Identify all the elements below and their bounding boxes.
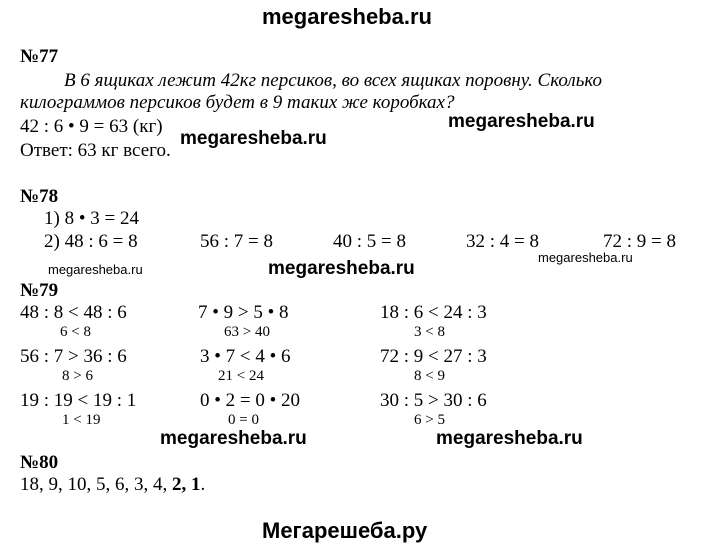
watermark-footer: Мегарешеба.ру	[262, 518, 428, 543]
task-78-step2-item: 56 : 7 = 8	[200, 231, 273, 252]
task-79-check: 8 > 6	[62, 368, 93, 384]
watermark-mid3: megaresheba.ru	[268, 258, 415, 279]
task-79-check: 8 < 9	[414, 368, 445, 384]
task-78-number: №78	[20, 186, 59, 207]
watermark-mid2: megaresheba.ru	[448, 111, 595, 132]
task-78-step2-item: 32 : 4 = 8	[466, 231, 539, 252]
task-80-sequence-bold: 2, 1	[172, 474, 201, 495]
task-79-expression: 0 • 2 = 0 • 20	[200, 390, 301, 411]
task-79-expression: 7 • 9 > 5 • 8	[198, 302, 289, 323]
task-78-step2-item: 72 : 9 = 8	[603, 231, 676, 252]
watermark-low-left: megaresheba.ru	[160, 428, 307, 449]
watermark-small-right: megaresheba.ru	[538, 250, 633, 265]
task-78-step2-item: 40 : 5 = 8	[333, 231, 406, 252]
task-79-check: 21 < 24	[218, 368, 264, 384]
task-80-sequence-plain: 18, 9, 10, 5, 6, 3, 4,	[20, 474, 172, 495]
task-79-expression: 56 : 7 > 36 : 6	[20, 346, 127, 367]
task-78-step1: 1) 8 • 3 = 24	[44, 208, 139, 229]
task-79-check: 0 = 0	[228, 412, 259, 428]
task-77-solution: 42 : 6 • 9 = 63 (кг)	[20, 116, 163, 137]
task-77-text-line1: В 6 ящиках лежит 42кг персиков, во всех ящиках поровну. Сколько	[64, 70, 603, 91]
task-79-expression: 30 : 5 > 30 : 6	[380, 390, 487, 411]
task-80-sequence-end: .	[200, 474, 206, 495]
task-79-number: №79	[20, 280, 59, 301]
task-79-check: 63 > 40	[224, 324, 270, 340]
task-79-check: 6 < 8	[60, 324, 91, 340]
task-79-check: 3 < 8	[414, 324, 445, 340]
task-79-expression: 18 : 6 < 24 : 3	[380, 302, 487, 323]
task-80-number: №80	[20, 452, 59, 473]
task-79-check: 6 > 5	[414, 412, 445, 428]
task-79-check: 1 < 19	[62, 412, 101, 428]
task-78-step2-label: 2) 48 : 6 = 8	[44, 231, 138, 252]
task-77-answer: Ответ: 63 кг всего.	[20, 140, 171, 161]
watermark-low-right: megaresheba.ru	[436, 428, 583, 449]
task-79-expression: 3 • 7 < 4 • 6	[200, 346, 291, 367]
task-79-expression: 19 : 19 < 19 : 1	[20, 390, 137, 411]
task-77-text-line2: килограммов персиков будет в 9 таких же коробках?	[20, 92, 455, 113]
task-79-expression: 48 : 8 < 48 : 6	[20, 302, 127, 323]
watermark-mid1: megaresheba.ru	[180, 128, 327, 149]
watermark-small-left: megaresheba.ru	[48, 262, 143, 277]
task-79-expression: 72 : 9 < 27 : 3	[380, 346, 487, 367]
task-77-number: №77	[20, 46, 59, 67]
watermark-top: megaresheba.ru	[262, 4, 432, 29]
task-80-sequence	[20, 474, 205, 496]
